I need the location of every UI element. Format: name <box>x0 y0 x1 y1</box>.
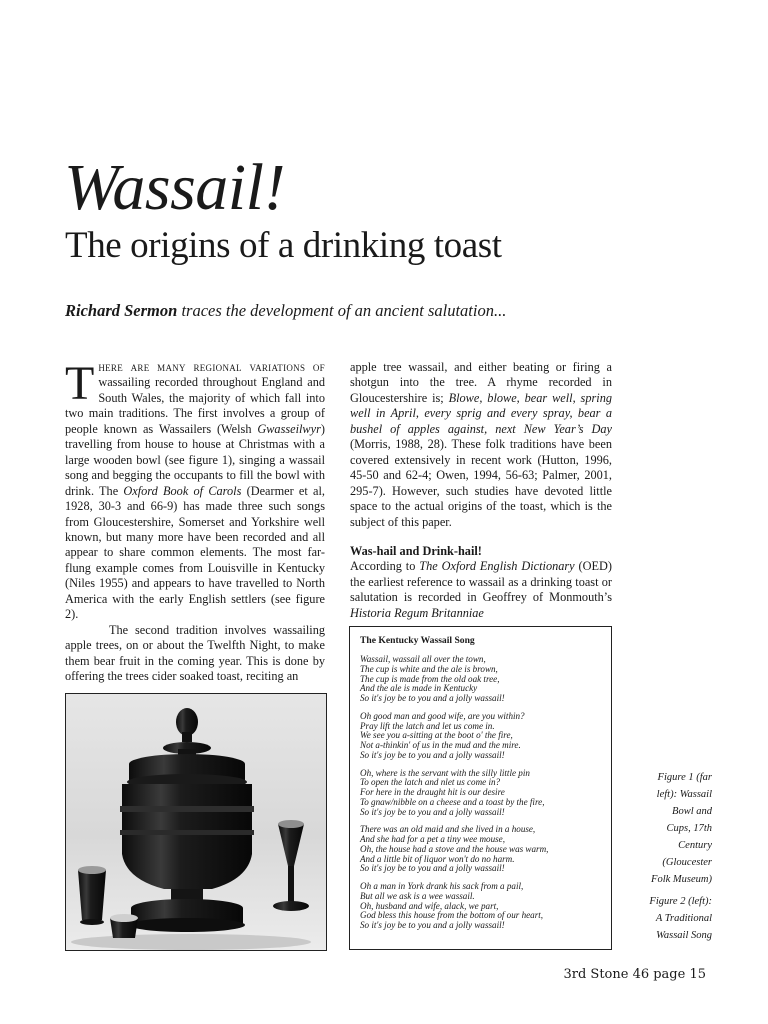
paragraph-continued <box>350 360 612 530</box>
wassail-bowl-photo <box>65 693 327 951</box>
song-stanza <box>360 712 601 761</box>
text-column-left <box>65 357 325 685</box>
song-line: So it's joy be to you and a jolly wassail! <box>360 693 505 703</box>
intro-text-c: (Dearmer et al, 1928, 30-3 and 66-9) has made three such songs from Gloucestershire, Somerset and Yorkshire well known, but many more have been recorded and all appear to share common elements. The most far-flung example comes from Louisville in Kentucky (Niles 1955) and appears to have travelled to North America with the early English settlers (see figure 2). <box>65 483 325 622</box>
song-line: So it's joy be to you and a jolly wassail! <box>360 863 505 874</box>
figure-2-caption <box>626 893 712 944</box>
article-subtitle: The origins of a drinking toast <box>65 225 502 266</box>
intro-book: Oxford Book of Carols <box>123 483 242 498</box>
byline-text: traces the development of an ancient salutation... <box>177 301 507 320</box>
song-line: Oh a man in York drank his sack from a pail, <box>360 881 524 891</box>
song-stanza <box>360 825 601 874</box>
song-line: Wassail, wassail all over the town, <box>360 654 486 664</box>
song-line: The cup is made from the old oak tree, <box>360 673 500 684</box>
caption-line: Cups, 17th <box>666 823 712 834</box>
song-line: Pray lift the latch and let us come in. <box>360 720 495 731</box>
song-stanza <box>360 769 601 818</box>
song-line: God bless this house from the bottom of our heart, <box>360 910 544 921</box>
intro-text-a: wassailing recorded throughout England and South Wales, the majority of which fall into two main traditions. The first involves a group of people known as Wassailers (Welsh <box>65 375 325 436</box>
rhyme-quote: Blowe, blowe, bear well, spring well in April, every sprig and every spray, bear a bushel of apples against, next New Year’s Day <box>350 390 612 436</box>
paragraph-second-tradition: The second tradition involves wassailing apple trees, on or about the Twelfth Night, to make them bear fruit in the coming year. This is done by offering the trees cider soaked toast, reciting an <box>65 622 325 684</box>
wassail-bowl-illustration <box>66 694 327 951</box>
drop-cap: T <box>65 357 95 410</box>
smallcaps-lead: here are many regional variations of <box>98 360 325 374</box>
intro-text-b: ) travelling from house to house at Christmas with a large wooden bowl (see figure 1), singing a wassail song and begging the occupants to fill the bowl with drink. The <box>65 421 325 498</box>
caption-line: Century <box>678 840 712 851</box>
song-line: To open the latch and nlet us come in? <box>360 777 501 788</box>
byline <box>65 300 506 322</box>
song-title: The Kentucky Wassail Song <box>360 635 475 646</box>
intro-term: Gwasseilwyr <box>257 421 321 436</box>
caption-line: Folk Museum) <box>651 874 712 885</box>
song-line: And a little bit of liquor won't do no harm. <box>360 853 515 864</box>
continued-text-a: apple tree wassail, and either beating or firing a shotgun into the tree. A rhyme recorded in Gloucestershire is; <box>350 360 612 405</box>
song-stanza <box>360 655 601 704</box>
paragraph-intro <box>65 357 325 623</box>
article-title: Wassail! <box>64 151 285 224</box>
song-line: Oh, the house had a stove and the house was warm, <box>360 843 549 854</box>
song-line: Not a-thinkin' of us in the mud and the mire. <box>360 740 521 750</box>
song-line: And the ale is made in Kentucky <box>360 683 478 694</box>
oed-text-a: According to <box>350 559 420 574</box>
paragraph-oed <box>350 559 612 621</box>
song-line: The cup is white and the ale is brown, <box>360 663 498 674</box>
song-line: For here in the draught hit is our desire <box>360 787 505 797</box>
continued-text-b: (Morris, 1988, 28). These folk traditions have been covered extensively in recent work (Hutton, 1996, 45-50 and 62-4; Owen, 1994, 56-63; Palmer, 2001, 295-7). However, such studies have devoted little space to the actual origins of the toast, which is the subject of this paper. <box>350 437 612 529</box>
song-line: Oh good man and good wife, are you within? <box>360 710 525 721</box>
caption-line: (Gloucester <box>662 857 712 868</box>
figure-1-caption <box>626 769 712 888</box>
caption-line: Figure 1 (far <box>657 772 712 783</box>
song-line: So it's joy be to you and a jolly wassail! <box>360 806 505 817</box>
kentucky-wassail-song-box <box>349 626 612 950</box>
song-line: There was an old maid and she lived in a house, <box>360 824 536 835</box>
song-stanzas <box>360 655 601 931</box>
oed-historia: Historia Regum Britanniae <box>350 605 484 620</box>
caption-line: Bowl and <box>672 806 712 817</box>
caption-line: A Traditional <box>655 913 712 924</box>
section-heading: Was-hail and Drink-hail! <box>350 543 482 558</box>
song-line: So it's joy be to you and a jolly wassail! <box>360 749 505 760</box>
song-line: But all we ask is a wee wassail. <box>360 890 475 901</box>
page-footer: 3rd Stone 46 page 15 <box>563 967 706 982</box>
caption-line: Wassail Song <box>656 930 712 941</box>
song-line: We see you a-sitting at the boot o' the fire, <box>360 730 513 741</box>
caption-line: Figure 2 (left): <box>649 896 712 907</box>
song-line: Oh, where is the servant with the silly little pin <box>360 767 530 778</box>
oed-text-b: (OED) the earliest reference to wassail as a drinking toast or salutation is recorded in Geoffrey of Monmouth’s <box>350 559 612 605</box>
song-stanza <box>360 882 601 931</box>
byline-author: Richard Sermon <box>65 301 178 320</box>
song-line: To gnaw/nibble on a cheese and a toast by the fire, <box>360 796 545 807</box>
caption-line: left): Wassail <box>656 789 712 800</box>
song-line: And she had for a pet a tiny wee mouse, <box>360 834 505 844</box>
oed-dictionary: The Oxford English Dictionary <box>419 559 575 574</box>
song-line: Oh, husband and wife, alack, we part, <box>360 900 499 911</box>
song-line: So it's joy be to you and a jolly wassail! <box>360 920 505 930</box>
text-column-right <box>350 360 612 621</box>
